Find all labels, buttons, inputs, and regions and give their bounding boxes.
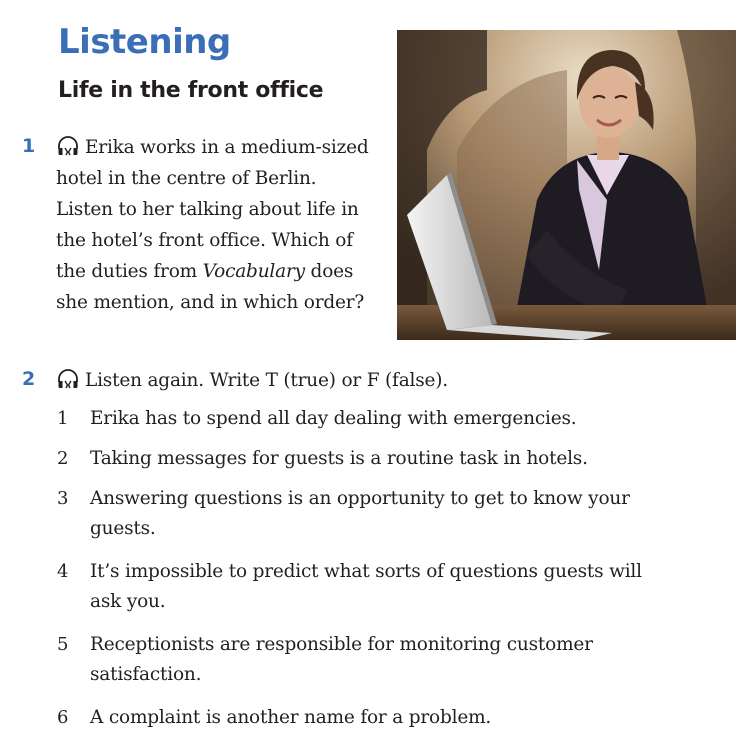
list-item (57, 557, 650, 617)
exercise-1-number: 1 (22, 135, 36, 157)
section-title: Listening (58, 22, 231, 62)
list-item (57, 630, 630, 690)
item-text: Taking messages for guests is a routine task in hotels. (90, 448, 588, 469)
item-number: 4 (57, 561, 69, 582)
list-item (57, 484, 635, 544)
exercise-2-instruction-text: Listen again. Write T (true) or F (false). (85, 370, 448, 391)
exercise-1-text (56, 132, 374, 318)
item-number: 3 (57, 488, 69, 509)
headphones-icon (56, 136, 80, 156)
receptionist-photo-illustration (397, 30, 736, 340)
receptionist-photo (397, 30, 736, 340)
item-number: 1 (57, 408, 69, 429)
exercise-1-body-end: does she mention, and in which order? (56, 261, 365, 313)
exercise-2-number: 2 (22, 368, 36, 390)
item-text: A complaint is another name for a problem. (90, 707, 492, 728)
item-number: 5 (57, 634, 69, 655)
item-text: Erika has to spend all day dealing with emergencies. (90, 408, 577, 429)
item-number: 2 (57, 448, 69, 469)
exercise-1-body: Erika works in a medium-sized hotel in the centre of Berlin. Listen to her talking about life in the hotel’s front office. Which of the duties from (56, 137, 369, 282)
item-text: Receptionists are responsible for monitoring customer satisfaction. (90, 634, 593, 685)
item-text: It’s impossible to predict what sorts of questions guests will ask you. (90, 561, 642, 612)
list-item (57, 404, 717, 434)
list-item (57, 444, 717, 474)
list-item (57, 703, 717, 733)
vocabulary-reference: Vocabulary (202, 261, 305, 282)
item-number: 6 (57, 707, 69, 728)
true-false-list (57, 404, 717, 743)
exercise-2-instruction (56, 367, 448, 395)
lesson-subtitle: Life in the front office (58, 78, 324, 103)
item-text: Answering questions is an opportunity to get to know your guests. (90, 488, 630, 539)
headphones-icon (56, 369, 80, 389)
